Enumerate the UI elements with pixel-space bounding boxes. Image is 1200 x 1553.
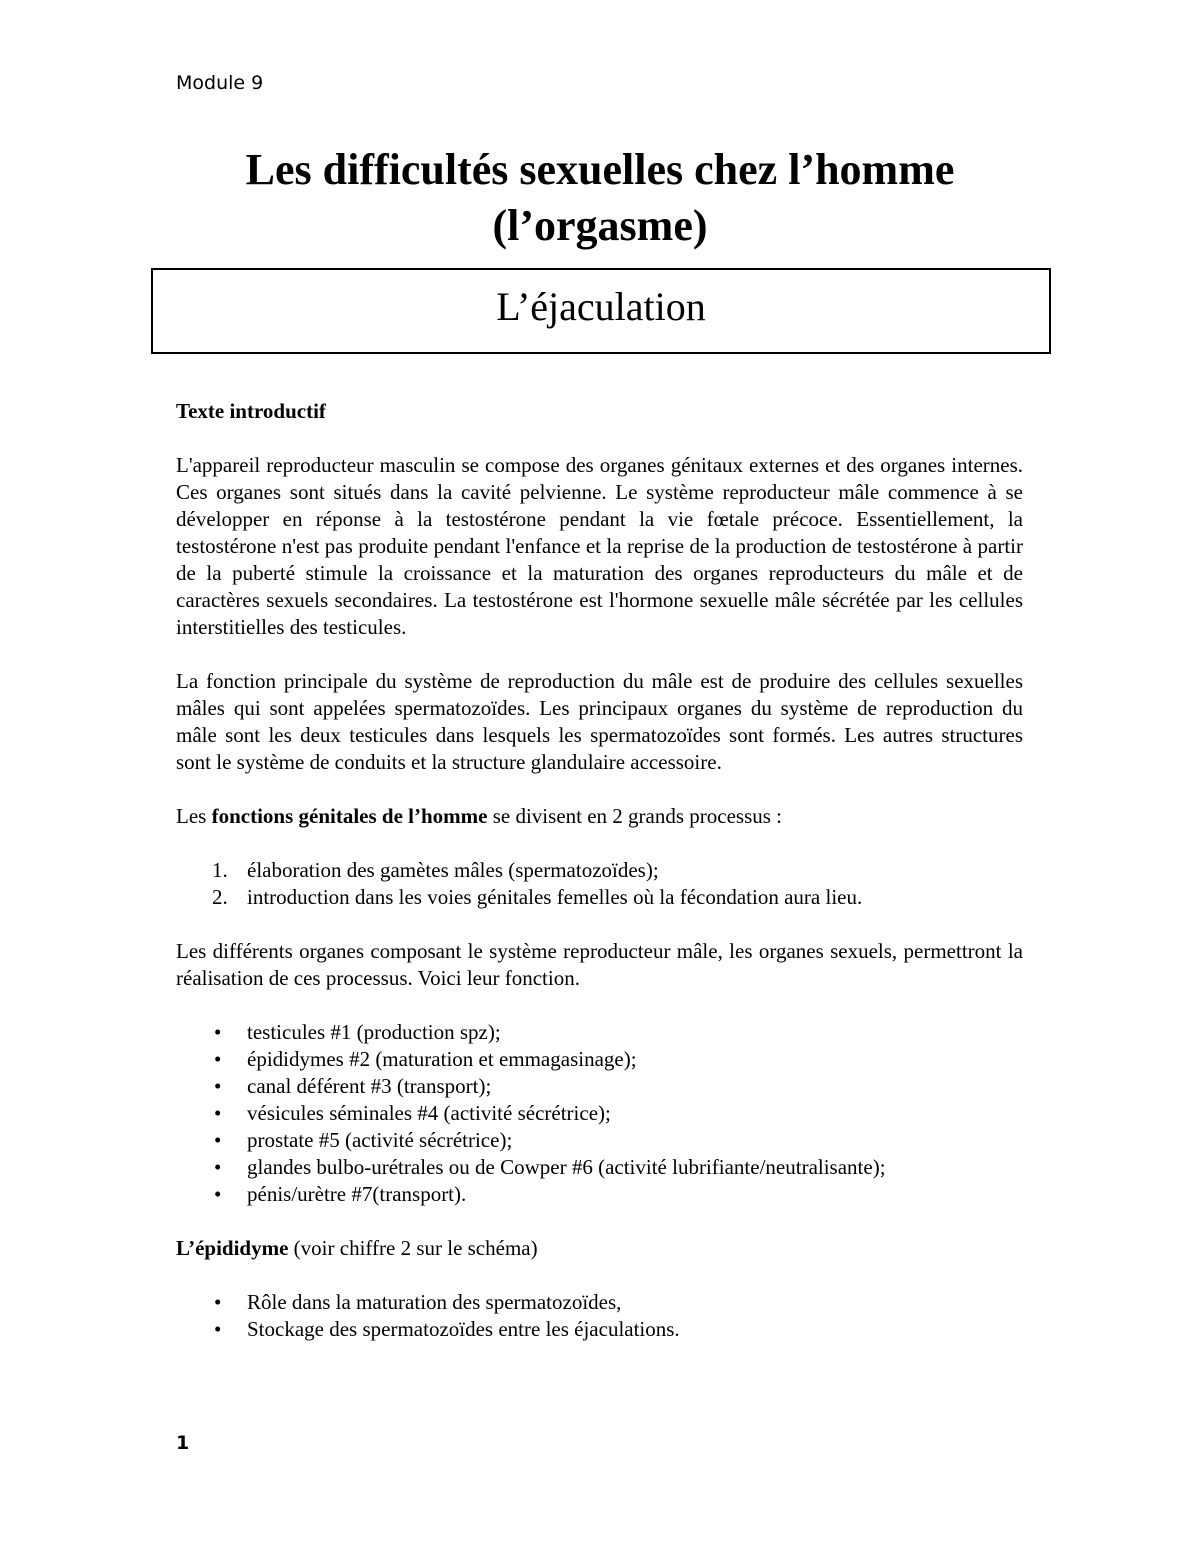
list-item [176,1019,1023,1046]
title-line-2: (l’orgasme) [492,201,708,250]
intro-paragraph-1: L'appareil reproducteur masculin se compose des organes génitaux externes et des organes internes. Ces organes sont situés dans la cavité pelvienne. Le système reproducteur mâle commence à se développer en réponse à la testostérone pendant la vie fœtale précoce. Essentiellement, la testostérone n'est pas produite pendant l'enfance et la reprise de la production de testostérone à partir de la puberté stimule la croissance et la maturation des organes reproducteurs du mâle et de caractères sexuels secondaires. La testostérone est l'hormone sexuelle mâle sécrétée par les cellules interstitielles des testicules. [176,453,1023,639]
list-item [176,1073,1023,1100]
document-body [176,398,1023,1343]
list-item-text: testicules #1 (production spz); [247,1020,501,1044]
list-number: 1. [212,858,228,882]
bullet-icon: • [214,1074,222,1098]
list-item-text: Stockage des spermatozoïdes entre les éjaculations. [247,1317,680,1341]
list-item [176,884,1023,911]
functions-list [176,857,1023,911]
list-item [176,1181,1023,1208]
bullet-icon: • [214,1290,222,1314]
list-item [176,1154,1023,1181]
epididyme-heading [176,1235,1023,1262]
list-item-text: pénis/urètre #7(transport). [247,1182,467,1206]
intro-paragraph-2: La fonction principale du système de reproduction du mâle est de produire des cellules sexuelles mâles qui sont appelées spermatozoïdes. Les principaux organes du système de reproduction du mâle sont les deux testicules dans lesquels les spermatozoïdes sont formés. Les autres structures sont le système de conduits et la structure glandulaire accessoire. [176,669,1023,774]
list-item-text: élaboration des gamètes mâles (spermatozoïdes); [247,858,659,882]
list-item [176,1100,1023,1127]
epididyme-bold-term: L’épididyme [176,1236,289,1260]
functions-sentence [176,803,1023,830]
intro-heading: Texte introductif [176,399,326,423]
list-item-text: prostate #5 (activité sécrétrice); [247,1128,513,1152]
bullet-icon: • [214,1020,222,1044]
bullet-icon: • [214,1317,222,1341]
bullet-icon: • [214,1101,222,1125]
list-item [176,1289,1023,1316]
organs-list [176,1019,1023,1208]
epididyme-suffix: (voir chiffre 2 sur le schéma) [288,1236,538,1260]
list-item-text: Rôle dans la maturation des spermatozoïdes, [247,1290,622,1314]
list-item [176,1046,1023,1073]
title-line-1: Les difficultés sexuelles chez l’homme [245,145,955,194]
document-title [150,142,1050,254]
list-number: 2. [212,885,228,909]
bullet-icon: • [214,1155,222,1179]
bullet-icon: • [214,1182,222,1206]
list-item-text: canal déférent #3 (transport); [247,1074,492,1098]
page-header: Module 9 [176,72,264,94]
list-item [176,1316,1023,1343]
functions-bold-term: fonctions génitales de l’homme [211,804,488,828]
page-number: 1 [176,1432,190,1454]
list-item-text: glandes bulbo-urétrales ou de Cowper #6 (activité lubrifiante/neutralisante); [247,1155,886,1179]
organs-intro: Les différents organes composant le système reproducteur mâle, les organes sexuels, permettront la réalisation de ces processus. Voici leur fonction. [176,939,1023,990]
list-item-text: vésicules séminales #4 (activité sécrétrice); [247,1101,611,1125]
epididyme-list [176,1289,1023,1343]
functions-prefix: Les [176,804,212,828]
boxed-heading: L’éjaculation [151,268,1051,354]
bullet-icon: • [214,1047,222,1071]
bullet-icon: • [214,1128,222,1152]
list-item-text: épididymes #2 (maturation et emmagasinage); [247,1047,637,1071]
functions-suffix: se divisent en 2 grands processus : [487,804,783,828]
list-item [176,1127,1023,1154]
list-item-text: introduction dans les voies génitales femelles où la fécondation aura lieu. [247,885,863,909]
list-item [176,857,1023,884]
